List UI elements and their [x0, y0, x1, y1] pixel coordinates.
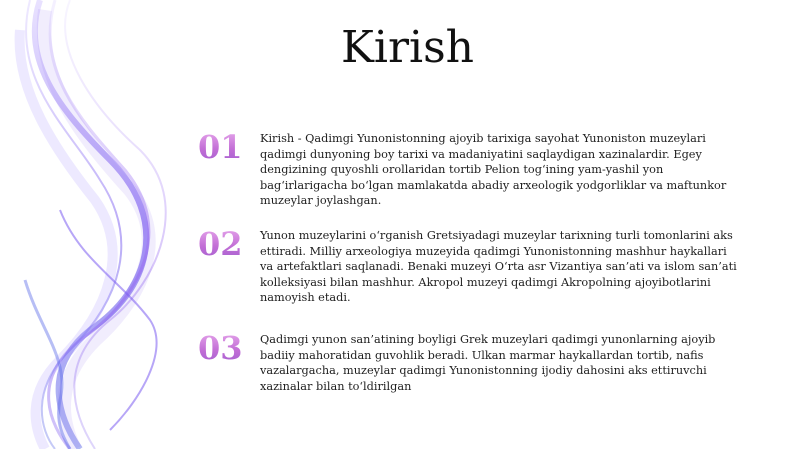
item-number: 02	[198, 227, 260, 261]
item-text: Yunon muzeylarini o‘rganish Gretsiyadagi muzeylar tarixning turli tomonlarini aks ettiradi. Milliy arxeologiya muzeyida qadimgi Yunonistonning mashhur haykallari va artefaktlari saqlanadi. Benaki muzeyi O‘rta asr Vizantiya san’ati va islom san’ati kolleksiyasi bilan mashhur. Akropol muzeyi qadimgi Akropolning ajoyibotlarini namoyish etadi.	[260, 229, 737, 304]
list-item	[198, 227, 738, 306]
slide-title: Kirish	[341, 22, 474, 73]
item-text: Qadimgi yunon san’atining boyligi Grek muzeylari qadimgi yunonlarning ajoyib badiiy mahoratidan guvohlik beradi. Ulkan marmar haykallardan tortib, nafis vazalargacha, muzeylar qadimgi Yunonistonning ijodiy dahosini aks ettiruvchi xazinalar bilan to‘ldirilgan	[260, 333, 716, 393]
item-number: 03	[198, 331, 260, 365]
list-item	[198, 331, 738, 394]
item-number: 01	[198, 130, 260, 164]
item-text: Kirish - Qadimgi Yunonistonning ajoyib tarixiga sayohat Yunoniston muzeylari qadimgi dunyoning boy tarixi va madaniyatini saqlaydigan xazinalardir. Egey dengizining quyoshli orollaridan tortib Pelion tog‘ining yam-yashil yon bag‘irlarigacha bo‘lgan mamlakatda abadiy arxeologik yodgorliklar va maftunkor muzeylar joylashgan.	[260, 132, 727, 207]
list-item	[198, 130, 738, 209]
